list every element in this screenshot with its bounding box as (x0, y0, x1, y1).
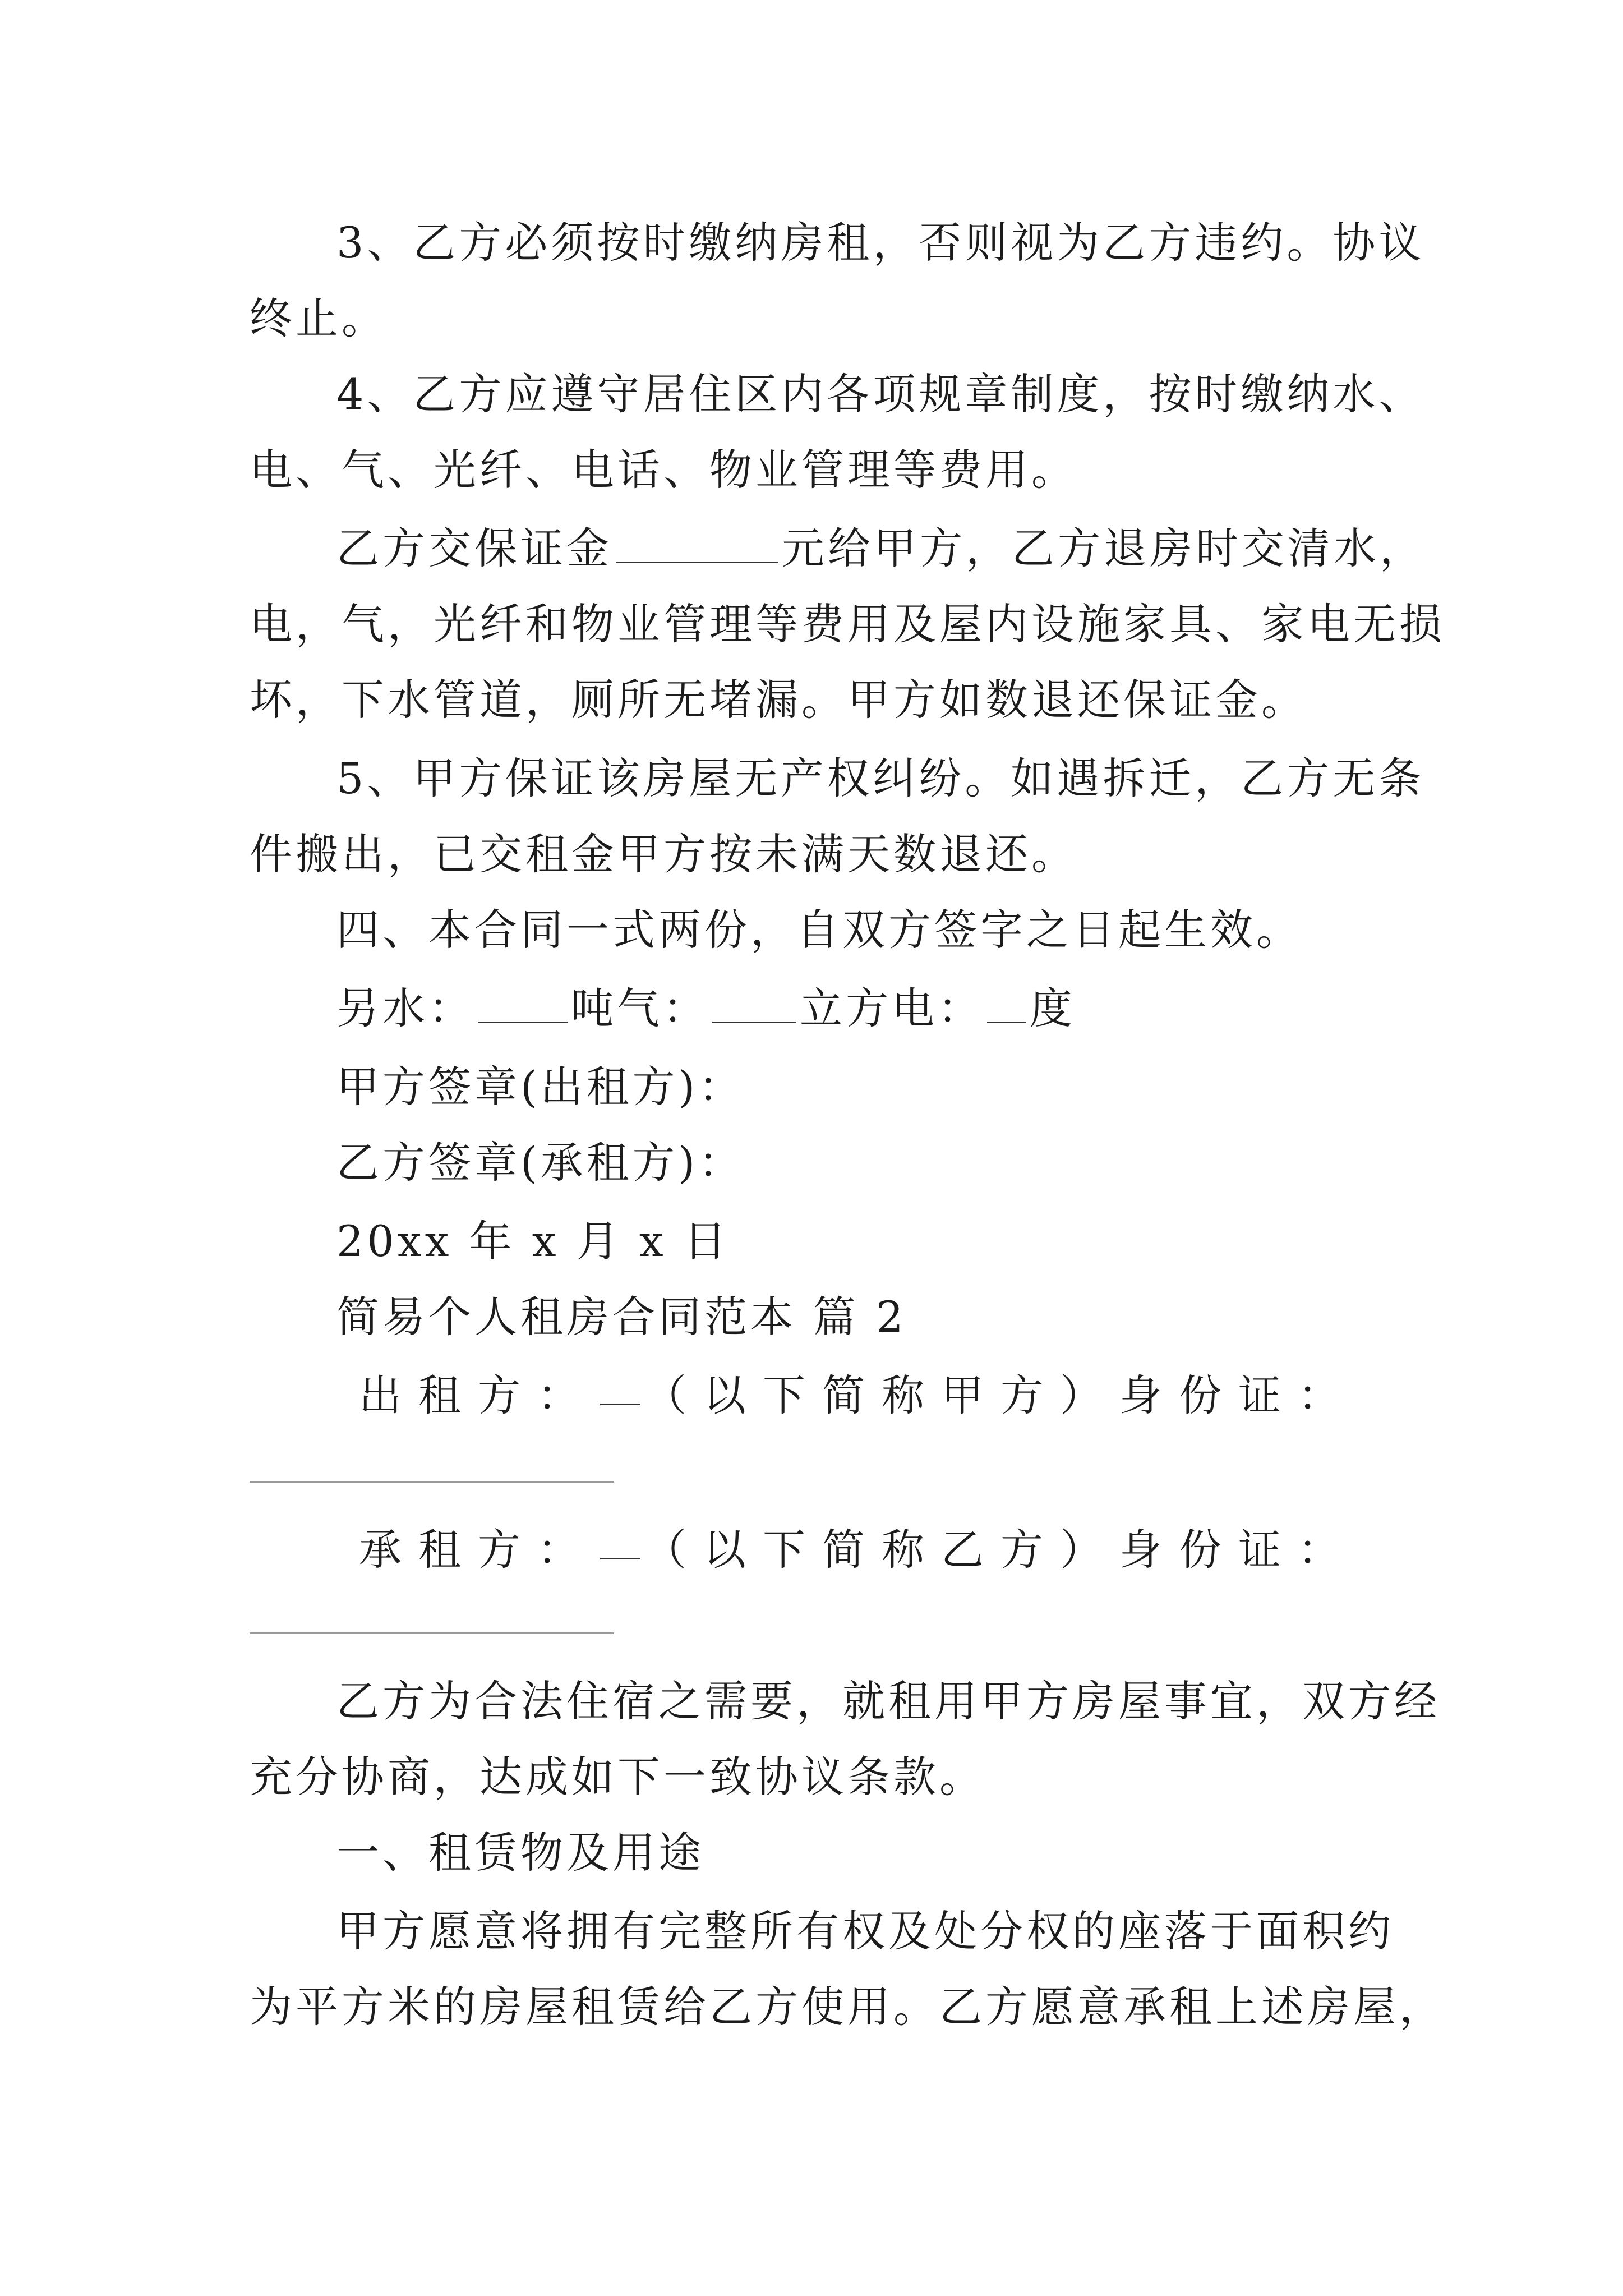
tenant-signature-line: 乙方签章(承租方)： (336, 1138, 745, 1188)
deposit-line-3: 坏，下水管道，厕所无堵漏。甲方如数退还保证金。 (250, 675, 1307, 725)
electricity-blank (987, 987, 1026, 1023)
agreement-intro-line-1: 乙方为合法住宿之需要，就租用甲方房屋事宜，双方经 (336, 1676, 1440, 1726)
electricity-label: 立方电： (800, 983, 984, 1033)
landlord-signature-line: 甲方签章(出租方)： (336, 1062, 745, 1112)
deposit-text: 元给甲方，乙方退房时交清水， (782, 523, 1426, 573)
lessee-id-text: （以下简称乙方）身份证： (644, 1525, 1357, 1575)
section-1-line-2: 为平方米的房屋租赁给乙方使用。乙方愿意承租上述房屋， (250, 1982, 1445, 2032)
clause-5-line-2: 件搬出，已交租金甲方按未满天数退还。 (250, 829, 1077, 879)
clause-3-line-1: 3、乙方必须按时缴纳房租，否则视为乙方违约。协议 (336, 218, 1425, 268)
deposit-amount-blank (616, 527, 778, 563)
lessor-id-blank (250, 1481, 614, 1483)
section-1-line-1: 甲方愿意将拥有完整所有权及处分权的座落于面积约 (336, 1906, 1394, 1956)
deposit-line-1 (336, 522, 1469, 576)
gas-label: 吨气： (571, 983, 709, 1033)
lessor-line (359, 1369, 1357, 1423)
gas-blank (712, 987, 796, 1023)
lessor-name-blank (600, 1369, 640, 1405)
lessee-line (359, 1523, 1357, 1577)
lessee-id-blank (250, 1632, 614, 1634)
deposit-line-2: 电，气，光纤和物业管理等费用及屋内设施家具、家电无损 (250, 599, 1445, 649)
meter-readings-line (336, 982, 1469, 1036)
water-blank (478, 987, 568, 1023)
water-label: 另水： (336, 983, 474, 1033)
clause-3-line-2: 终止。 (250, 293, 388, 343)
clause-4-line-2: 电、气、光纤、电话、物业管理等费用。 (250, 445, 1077, 495)
agreement-intro-line-2: 充分协商，达成如下一致协议条款。 (250, 1752, 985, 1802)
section-1-heading: 一、租赁物及用途 (336, 1828, 704, 1878)
lessee-label: 承租方： (359, 1525, 597, 1575)
date-line: 20xx 年 x 月 x 日 (336, 1216, 730, 1266)
clause-4-line-1: 4、乙方应遵守居住区内各项规章制度，按时缴纳水、 (336, 369, 1425, 419)
lessee-name-blank (600, 1523, 640, 1559)
section-4-heading: 四、本合同一式两份，自双方签字之日起生效。 (336, 905, 1302, 955)
template-2-title: 简易个人租房合同范本 篇 2 (336, 1292, 907, 1342)
clause-5-line-1: 5、甲方保证该房屋无产权纠纷。如遇拆迁，乙方无条 (336, 753, 1425, 803)
lessor-id-text: （以下简称甲方）身份证： (644, 1370, 1357, 1420)
electricity-unit: 度 (1030, 983, 1076, 1033)
lessor-label: 出租方： (359, 1370, 597, 1420)
deposit-label: 乙方交保证金 (336, 523, 612, 573)
